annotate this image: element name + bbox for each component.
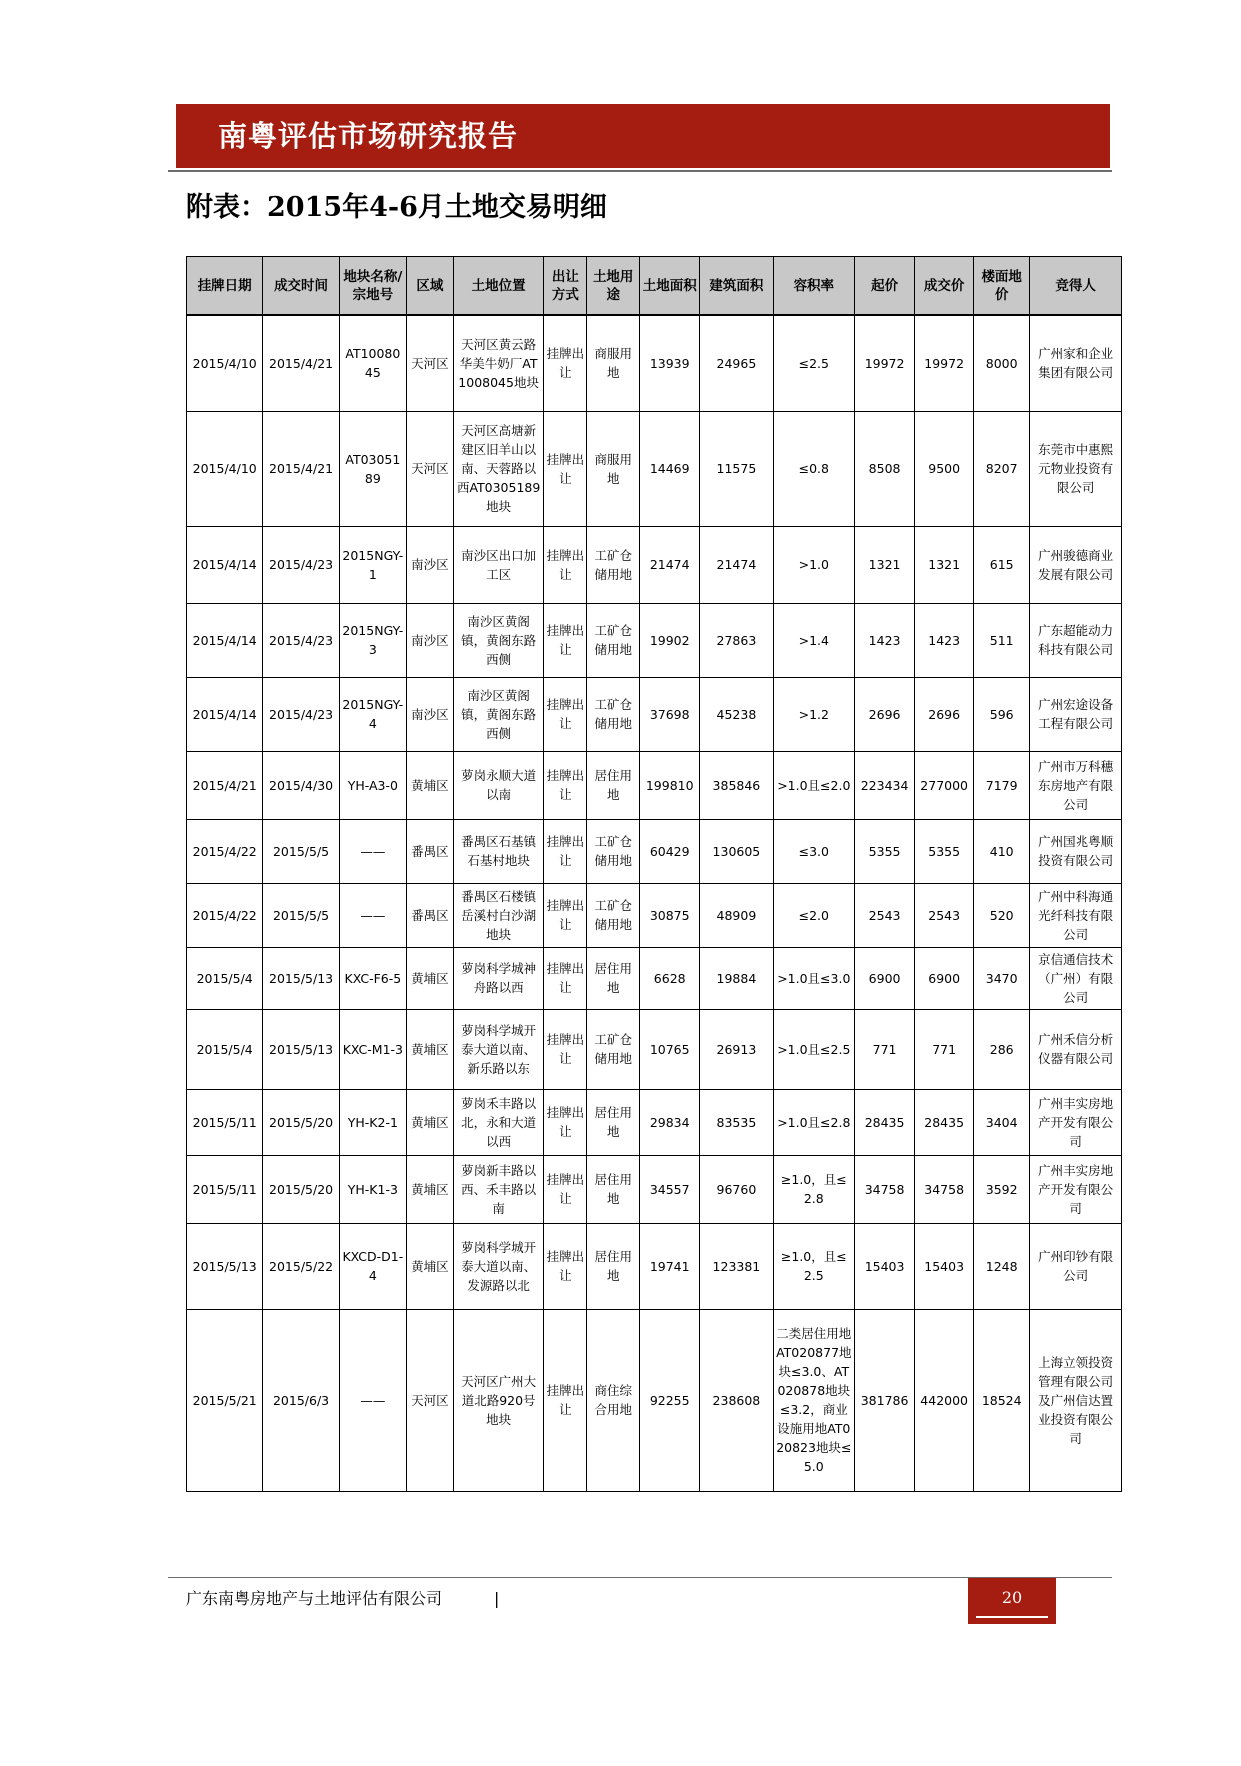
table-cell: 520 [974,883,1030,947]
table-cell: 2543 [915,883,974,947]
table-cell: 京信通信技术（广州）有限公司 [1030,947,1122,1009]
col-header: 成交时间 [263,257,339,316]
table-cell: 天河区高塘新建区旧羊山以南、天蓉路以西AT0305189地块 [453,411,544,526]
table-cell: 南沙区黄阁镇，黄阁东路西侧 [453,603,544,677]
table-cell: 2015/4/10 [187,411,263,526]
table-cell: 番禺区 [406,883,453,947]
table-cell: 南沙区 [406,677,453,751]
table-cell: 广州丰实房地产开发有限公司 [1030,1155,1122,1223]
table-cell: 天河区广州大道北路920号地块 [453,1309,544,1491]
table-cell: 21474 [640,526,700,603]
table-cell: 19972 [915,315,974,411]
table-row [187,947,1122,1009]
table-row [187,751,1122,819]
table-row [187,315,1122,411]
table-cell: 2696 [915,677,974,751]
table-cell: 10765 [640,1009,700,1089]
footer-separator: | [494,1589,500,1608]
table-cell: 15403 [855,1223,915,1309]
table-cell: 工矿仓储用地 [587,603,640,677]
table-cell: 15403 [915,1223,974,1309]
table-cell: 2015/5/5 [263,819,339,883]
col-header: 成交价 [915,257,974,316]
table-cell: 上海立领投资管理有限公司及广州信达置业投资有限公司 [1030,1309,1122,1491]
table-cell: 工矿仓储用地 [587,883,640,947]
table-cell: 天河区 [406,411,453,526]
table-cell: —— [339,883,406,947]
table-cell: 黄埔区 [406,947,453,1009]
table-cell: 2015/5/11 [187,1155,263,1223]
table-cell: 挂牌出让 [544,1155,587,1223]
table-cell: 7179 [974,751,1030,819]
table-cell: 277000 [915,751,974,819]
table-cell: >1.4 [773,603,854,677]
table-cell: 挂牌出让 [544,947,587,1009]
table-cell: 48909 [700,883,773,947]
table-row [187,603,1122,677]
table-cell: 5355 [915,819,974,883]
table-cell: ≥1.0，且≤2.5 [773,1223,854,1309]
table-cell: 黄埔区 [406,1089,453,1155]
table-cell: 3470 [974,947,1030,1009]
table-cell: KXC-M1-3 [339,1009,406,1089]
table-cell: 2015/5/13 [263,1009,339,1089]
table-cell: 29834 [640,1089,700,1155]
table-cell: 28435 [855,1089,915,1155]
table-cell: 萝岗科学城开泰大道以南、新乐路以东 [453,1009,544,1089]
table-cell: 18524 [974,1309,1030,1491]
col-header: 容积率 [773,257,854,316]
table-cell: 511 [974,603,1030,677]
col-header: 土地位置 [453,257,544,316]
table-cell: 2015/5/4 [187,1009,263,1089]
table-cell: 番禺区 [406,819,453,883]
table-cell: 19741 [640,1223,700,1309]
table-cell: 2015/4/21 [263,315,339,411]
table-cell: 2015/4/23 [263,603,339,677]
report-title: 南粤评估市场研究报告 [218,119,519,153]
table-cell: >1.0且≤2.8 [773,1089,854,1155]
table-cell: 771 [915,1009,974,1089]
col-header: 土地用途 [587,257,640,316]
table-cell: 挂牌出让 [544,1009,587,1089]
table-cell: 广州骏德商业发展有限公司 [1030,526,1122,603]
table-cell: 萝岗科学城神舟路以西 [453,947,544,1009]
table-cell: 19972 [855,315,915,411]
col-header: 地块名称/宗地号 [339,257,406,316]
table-cell: 2015/5/5 [263,883,339,947]
table-cell: 34557 [640,1155,700,1223]
table-cell: 2015/5/11 [187,1089,263,1155]
table-cell: 385846 [700,751,773,819]
table-cell: 24965 [700,315,773,411]
table-cell: 番禺区石楼镇岳溪村白沙湖地块 [453,883,544,947]
table-cell: 596 [974,677,1030,751]
table-cell: 挂牌出让 [544,1223,587,1309]
table-cell: 381786 [855,1309,915,1491]
table-cell: 居住用地 [587,1155,640,1223]
table-cell: 广州印钞有限公司 [1030,1223,1122,1309]
table-cell: 工矿仓储用地 [587,819,640,883]
table-cell: AT0305189 [339,411,406,526]
table-cell: 挂牌出让 [544,1089,587,1155]
table-cell: 商住综合用地 [587,1309,640,1491]
table-cell: 2015/4/23 [263,677,339,751]
table-cell: 19902 [640,603,700,677]
table-cell: KXC-F6-5 [339,947,406,1009]
table-cell: 广州国兆粤顺投资有限公司 [1030,819,1122,883]
table-cell: 8207 [974,411,1030,526]
table-row [187,819,1122,883]
table-cell: 37698 [640,677,700,751]
table-cell: >1.2 [773,677,854,751]
table-row [187,1155,1122,1223]
table-cell: 60429 [640,819,700,883]
table-row [187,526,1122,603]
table-cell: 27863 [700,603,773,677]
table-cell: 9500 [915,411,974,526]
table-cell: AT1008045 [339,315,406,411]
table-cell: 居住用地 [587,1089,640,1155]
col-header: 起价 [855,257,915,316]
table-cell: 挂牌出让 [544,315,587,411]
table-cell: 工矿仓储用地 [587,526,640,603]
table-cell: 28435 [915,1089,974,1155]
table-cell: 2543 [855,883,915,947]
table-cell: 14469 [640,411,700,526]
table-cell: 二类居住用地AT020877地块≤3.0、AT020878地块≤3.2，商业设施用地AT020823地块≤5.0 [773,1309,854,1491]
table-cell: KXCD-D1-4 [339,1223,406,1309]
table-cell: 天河区 [406,1309,453,1491]
table-cell: 天河区黄云路华美牛奶厂AT1008045地块 [453,315,544,411]
table-cell: 3592 [974,1155,1030,1223]
table-cell: 工矿仓储用地 [587,677,640,751]
table-row [187,1089,1122,1155]
col-header: 楼面地价 [974,257,1030,316]
table-cell: 东莞市中惠熙元物业投资有限公司 [1030,411,1122,526]
table-cell: 5355 [855,819,915,883]
table-cell: >1.0且≤2.0 [773,751,854,819]
table-cell: 96760 [700,1155,773,1223]
table-cell: 442000 [915,1309,974,1491]
table-cell: ≤0.8 [773,411,854,526]
table-cell: 挂牌出让 [544,883,587,947]
table-cell: 2015/4/14 [187,677,263,751]
table-cell: 萝岗永顺大道以南 [453,751,544,819]
table-cell: 771 [855,1009,915,1089]
table-cell: 21474 [700,526,773,603]
table-cell: 1248 [974,1223,1030,1309]
table-cell: 萝岗禾丰路以北，永和大道以西 [453,1089,544,1155]
table-cell: 黄埔区 [406,1155,453,1223]
table-cell: >1.0且≤3.0 [773,947,854,1009]
table-cell: 2696 [855,677,915,751]
table-cell: YH-A3-0 [339,751,406,819]
table-cell: 南沙区 [406,603,453,677]
table-cell: 2015NGY-3 [339,603,406,677]
col-header: 区域 [406,257,453,316]
table-cell: 238608 [700,1309,773,1491]
page-title: 附表：2015年4-6月土地交易明细 [186,192,607,223]
table-cell: ≥1.0，且≤2.8 [773,1155,854,1223]
table-cell: 居住用地 [587,947,640,1009]
table-cell: 2015/5/13 [263,947,339,1009]
table-cell: 南沙区 [406,526,453,603]
table-cell: 广州家和企业集团有限公司 [1030,315,1122,411]
table-cell: ≤2.0 [773,883,854,947]
table-row [187,677,1122,751]
table-cell: 广州宏途设备工程有限公司 [1030,677,1122,751]
table-cell: 2015/5/4 [187,947,263,1009]
table-cell: 286 [974,1009,1030,1089]
col-header: 竞得人 [1030,257,1122,316]
table-cell: 2015/4/23 [263,526,339,603]
table-cell: 34758 [855,1155,915,1223]
table-cell: 黄埔区 [406,1009,453,1089]
table-cell: 34758 [915,1155,974,1223]
table-cell: 1321 [855,526,915,603]
table-cell: —— [339,819,406,883]
table-cell: YH-K1-3 [339,1155,406,1223]
table-cell: 2015/4/14 [187,526,263,603]
table-cell: ≤2.5 [773,315,854,411]
col-header: 土地面积 [640,257,700,316]
table-cell: 3404 [974,1089,1030,1155]
table-cell: 130605 [700,819,773,883]
table-row [187,1223,1122,1309]
col-header: 出让方式 [544,257,587,316]
table-cell: 6900 [915,947,974,1009]
table-cell: 2015/5/21 [187,1309,263,1491]
table-cell: 挂牌出让 [544,1309,587,1491]
table-cell: 2015/4/14 [187,603,263,677]
table-cell: 19884 [700,947,773,1009]
table-row [187,883,1122,947]
table-cell: YH-K2-1 [339,1089,406,1155]
table-cell: 黄埔区 [406,1223,453,1309]
table-cell: 11575 [700,411,773,526]
table-cell: 8000 [974,315,1030,411]
table-header-row [187,257,1122,316]
table-cell: 26913 [700,1009,773,1089]
table-cell: 2015/4/21 [263,411,339,526]
table-cell: 萝岗新丰路以西、禾丰路以南 [453,1155,544,1223]
table-cell: 199810 [640,751,700,819]
table-cell: 南沙区出口加工区 [453,526,544,603]
table-row [187,1009,1122,1089]
table-row [187,1309,1122,1491]
table-cell: 92255 [640,1309,700,1491]
table-cell: 商服用地 [587,411,640,526]
table-cell: —— [339,1309,406,1491]
table-cell: 2015NGY-1 [339,526,406,603]
table-cell: 2015NGY-4 [339,677,406,751]
table-cell: 挂牌出让 [544,603,587,677]
table-cell: >1.0且≤2.5 [773,1009,854,1089]
table-cell: 南沙区黄阁镇，黄阁东路西侧 [453,677,544,751]
table-cell: 2015/5/20 [263,1155,339,1223]
table-cell: 2015/4/10 [187,315,263,411]
land-transaction-table [186,256,1122,1492]
header-divider [168,170,1112,172]
footer-company: 广东南粤房地产与土地评估有限公司 [186,1589,443,1608]
table-cell: 13939 [640,315,700,411]
table-cell: 223434 [855,751,915,819]
table-cell: 萝岗科学城开泰大道以南、发源路以北 [453,1223,544,1309]
table-cell: 居住用地 [587,1223,640,1309]
table-cell: 挂牌出让 [544,751,587,819]
table-cell: 2015/4/30 [263,751,339,819]
table-cell: 工矿仓储用地 [587,1009,640,1089]
table-cell: 挂牌出让 [544,819,587,883]
page-number: 20 [968,1578,1056,1624]
table-cell: 广州中科海通光纤科技有限公司 [1030,883,1122,947]
table-cell: 6900 [855,947,915,1009]
table-cell: 30875 [640,883,700,947]
table-cell: 挂牌出让 [544,526,587,603]
table-cell: 1423 [915,603,974,677]
table-cell: 1321 [915,526,974,603]
table-cell: 挂牌出让 [544,677,587,751]
table-cell: 45238 [700,677,773,751]
table-cell: 2015/4/22 [187,883,263,947]
table-cell: 123381 [700,1223,773,1309]
table-cell: 广州丰实房地产开发有限公司 [1030,1089,1122,1155]
table-cell: 黄埔区 [406,751,453,819]
table-row [187,411,1122,526]
table-cell: 番禺区石基镇石基村地块 [453,819,544,883]
table-cell: ≤3.0 [773,819,854,883]
table-cell: 广东超能动力科技有限公司 [1030,603,1122,677]
table-cell: 2015/6/3 [263,1309,339,1491]
table-cell: 挂牌出让 [544,411,587,526]
table-cell: 广州市万科穗东房地产有限公司 [1030,751,1122,819]
col-header: 建筑面积 [700,257,773,316]
table-cell: >1.0 [773,526,854,603]
table-cell: 居住用地 [587,751,640,819]
table-cell: 2015/4/21 [187,751,263,819]
table-cell: 天河区 [406,315,453,411]
table-cell: 2015/5/13 [187,1223,263,1309]
table-cell: 1423 [855,603,915,677]
table-cell: 2015/5/22 [263,1223,339,1309]
table-cell: 615 [974,526,1030,603]
table-cell: 2015/4/22 [187,819,263,883]
table-cell: 83535 [700,1089,773,1155]
table-cell: 8508 [855,411,915,526]
page-number-underline [976,1616,1048,1618]
col-header: 挂牌日期 [187,257,263,316]
table-cell: 广州禾信分析仪器有限公司 [1030,1009,1122,1089]
table-cell: 6628 [640,947,700,1009]
table-cell: 410 [974,819,1030,883]
table-cell: 商服用地 [587,315,640,411]
table-cell: 2015/5/20 [263,1089,339,1155]
